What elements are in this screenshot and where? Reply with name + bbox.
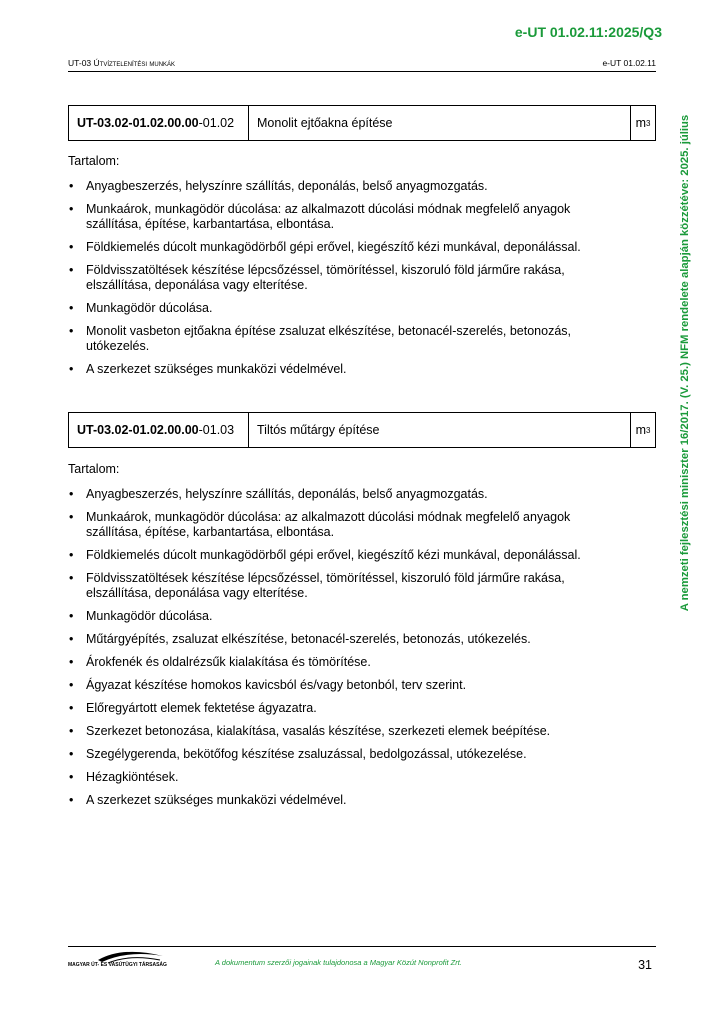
running-header: [68, 58, 656, 68]
unit-exponent: 3: [645, 425, 651, 435]
item-unit: [630, 413, 655, 447]
content-label: Tartalom:: [68, 462, 120, 476]
list-item: • Anyagbeszerzés, helyszínre szállítás, deponálás, belső anyagmozgatás.: [68, 179, 628, 194]
item-header-box: [68, 412, 656, 448]
unit-exponent: 3: [645, 118, 651, 128]
list-item: • Előregyártott elemek fektetése ágyazatra.: [68, 701, 628, 716]
list-item: • A szerkezet szükséges munkaközi védelmével.: [68, 362, 628, 377]
header-rule: [68, 71, 656, 72]
item-code-suffix: -01.03: [198, 423, 235, 437]
item-name: Tiltós műtárgy építése: [257, 423, 380, 437]
header-left: [68, 58, 175, 68]
list-item: • Anyagbeszerzés, helyszínre szállítás, deponálás, belső anyagmozgatás.: [68, 487, 628, 502]
list-item: • Szegélygerenda, bekötőfog készítése zsaluzással, bedolgozással, utókezelése.: [68, 747, 628, 762]
item-unit: [630, 106, 655, 140]
side-note-text: A nemzeti fejlesztési miniszter 16/2017. (V. 25.) NFM rendelete alapján közzétéve: 2025. július: [679, 114, 691, 611]
list-item: • Műtárgyépítés, zsaluzat elkészítése, betonacél-szerelés, betonozás, utókezelés.: [68, 632, 628, 647]
unit-base: m: [635, 116, 646, 130]
list-item: • Munkaárok, munkagödör dúcolása: az alkalmazott dúcolási módnak megfelelő anyagok szállítása, építése, karbantartása, elbontása.: [68, 510, 628, 540]
list-item: • Földkiemelés dúcolt munkagödörből gépi erővel, kiegészítő kézi munkával, deponálással.: [68, 240, 628, 255]
footer-rule: [68, 946, 656, 947]
header-section-code: UT-03: [68, 58, 92, 68]
page-number: 31: [638, 958, 652, 972]
list-item: • Földkiemelés dúcolt munkagödörből gépi erővel, kiegészítő kézi munkával, deponálással.: [68, 548, 628, 563]
list-item: • Munkaárok, munkagödör dúcolása: az alkalmazott dúcolási módnak megfelelő anyagok szállítása, építése, karbantartása, elbontása.: [68, 202, 628, 232]
document-code: e-UT 01.02.11:2025/Q3: [514, 24, 662, 40]
list-item: • Földvisszatöltések készítése lépcsőzéssel, tömörítéssel, kiszoruló föld járműre rakása, elszállítása, deponálása vagy elterítése.: [68, 263, 628, 293]
item-code: [69, 106, 249, 140]
content-list: [68, 487, 628, 816]
item-code: [69, 413, 249, 447]
list-item: • Monolit vasbeton ejtőakna építése zsaluzat elkészítése, betonacél-szerelés, betonozás, utókezelés.: [68, 324, 628, 354]
item-code-main: UT-03.02-01.02.00.00: [77, 116, 199, 130]
list-item: • Hézagkiöntések.: [68, 770, 628, 785]
content-list: [68, 179, 628, 385]
item-code-main: UT-03.02-01.02.00.00: [77, 423, 199, 437]
unit-base: m: [635, 423, 646, 437]
list-item: • Szerkezet betonozása, kialakítása, vasalás készítése, szerkezeti elemek beépítése.: [68, 724, 628, 739]
list-item: • Árokfenék és oldalrézsűk kialakítása és tömörítése.: [68, 655, 628, 670]
item-code-suffix: -01.02: [198, 116, 235, 130]
header-section-title: Útvíztelenítési munkák: [93, 58, 176, 68]
copyright-notice: A dokumentum szerzői jogainak tulajdonosa a Magyar Közút Nonprofit Zrt.: [215, 958, 462, 967]
item-header-box: [68, 105, 656, 141]
list-item: • Ágyazat készítése homokos kavicsból és/vagy betonból, terv szerint.: [68, 678, 628, 693]
list-item: • Földvisszatöltések készítése lépcsőzéssel, tömörítéssel, kiszoruló föld járműre rakása, elszállítása, deponálása vagy elterítése.: [68, 571, 628, 601]
list-item: • Munkagödör dúcolása.: [68, 609, 628, 624]
item-name: Monolit ejtőakna építése: [257, 116, 393, 130]
logo-text: MAGYAR ÚT- ÉS VASÚTÜGYI TÁRSASÁG: [68, 962, 167, 968]
side-publication-note: [675, 95, 695, 630]
list-item: • A szerkezet szükséges munkaközi védelmével.: [68, 793, 628, 808]
header-right: e-UT 01.02.11: [602, 58, 656, 68]
content-label: Tartalom:: [68, 154, 120, 168]
list-item: • Munkagödör dúcolása.: [68, 301, 628, 316]
